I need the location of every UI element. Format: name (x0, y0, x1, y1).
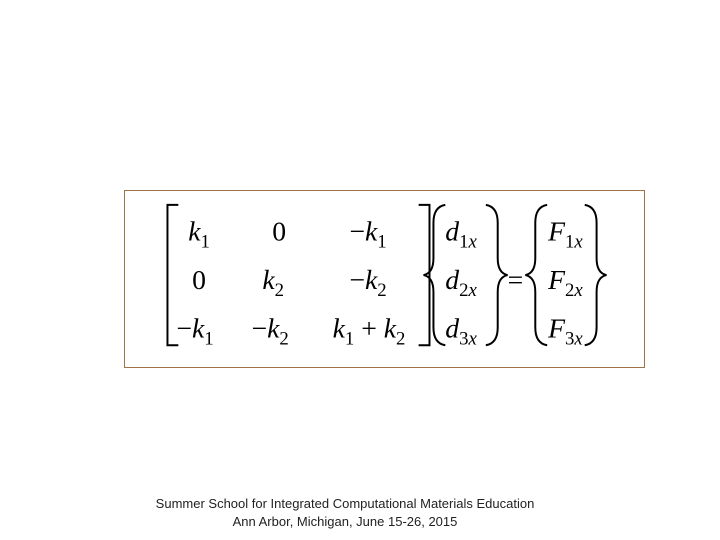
matrix-cell-2-2: $k_2$ (262, 263, 285, 301)
matrix-cell-3-3: $k_1 + k_2$ (332, 312, 406, 350)
equals-sign: = (507, 263, 524, 295)
force-f2x: $F_2x$ (548, 263, 583, 301)
stiffness-matrix-equation (125, 191, 644, 367)
footer-line-1: Summer School for Integrated Computational Materials Education (155, 496, 535, 511)
displacement-d1x: $d_1x$ (445, 215, 477, 253)
matrix-cell-3-1: $-k_1$ (176, 312, 214, 350)
footer-line-2: Ann Arbor, Michigan, June 15-26, 2015 (232, 514, 458, 529)
matrix-cell-1-3: $-k_1$ (349, 215, 387, 253)
matrix-cell-2-1: 0 (192, 263, 207, 295)
matrix-cell-2-3: $-k_2$ (349, 263, 387, 301)
equation-box (124, 190, 645, 368)
displacement-d2x: $d_2x$ (445, 263, 477, 301)
displacement-d3x: $d_3x$ (445, 312, 477, 350)
force-left-brace (525, 205, 547, 345)
force-f1x: $F_1x$ (548, 215, 583, 253)
force-f3x: $F_3x$ (548, 312, 583, 350)
displacement-left-brace (424, 205, 446, 345)
displacement-right-brace (486, 205, 508, 345)
matrix-cell-3-2: $-k_2$ (251, 312, 289, 350)
matrix-cell-1-1: $k_1$ (188, 215, 210, 253)
force-right-brace (585, 205, 607, 345)
matrix-cell-1-2: 0 (272, 215, 287, 247)
